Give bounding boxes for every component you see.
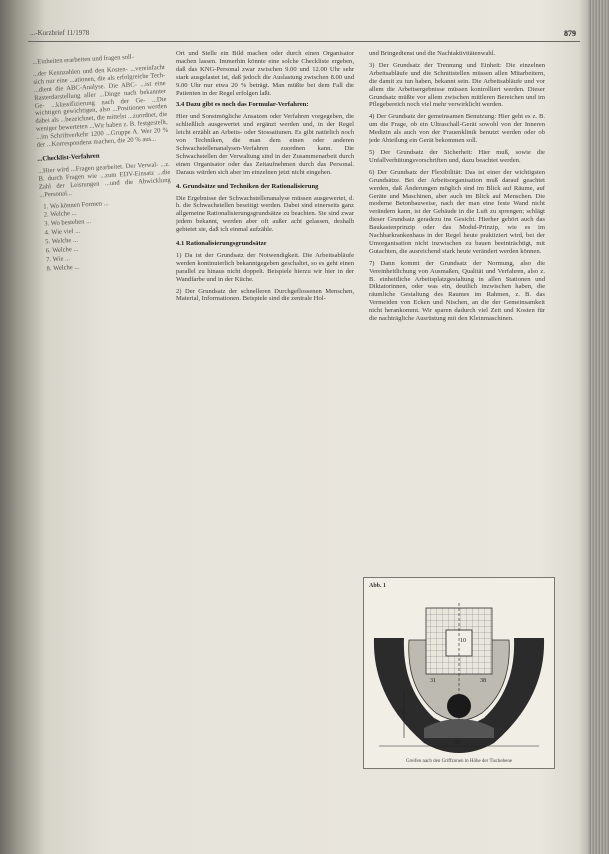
- section-heading-4-1: 4.1 Rationalisierungsgrundsätze: [176, 240, 267, 248]
- figure-caption: Greifen nach den Griffzonen in Höhe der Tischebene: [405, 759, 513, 764]
- col3-paragraph-1: und Bringedienst und die Nachtaktivitätenwahl.: [369, 50, 496, 57]
- list-item: 5. Welche ...: [52, 232, 174, 246]
- column-right: [369, 50, 545, 327]
- figure-reach-zones: [363, 577, 555, 769]
- col2-paragraph-3: Die Ergebnisse der Schwachstellenanalyse müssen ausgewertet, d. h. die Schwachstellen beseitigt werden. Dabei sind einerseits ganz allgemeine Rationalisierungsgrundsätze zu beachten. Sie sind zwar jedem bekannt, werden aber oft außer acht gelassen, deshalb gebietet sie, daß ich einmal aufzähle.: [176, 194, 354, 234]
- column-middle: [176, 50, 354, 307]
- col3-paragraph-4: 5) Der Grundsatz der Sicherheit: Hier muß, sowie die Unfallverhütungsvorschriften und, dazu beachtet werden.: [369, 148, 545, 164]
- col3-paragraph-6: 7) Dann kommt der Grundsatz der Normung, also die Vereinheitlichung von Ausmaßen, Qualität und Verfahren, also z. B. einheitliche Arbeitsplatzgestaltung in allen Stationen und Diktatorinnen, oder was ein, deutlich inzwischen haben, die räumliche Gestaltung des Raumes im Rahmen, z. B. das Vermeiden von Ecken und Nischen, an die der Gemeinsamkeit nicht herankommt. Wir sparen dadurch viel Zeit und Kosten für die nachträgliche Ausrüstung mit den Kleinmaschinen.: [369, 259, 545, 323]
- header-rule: [28, 41, 580, 42]
- col3-paragraph-3: 4) Der Grundsatz der gemeinsamen Benutzung: Hier geht es z. B. um die Frage, ob ein Ultraschall-Gerät sowohl von der Inneren Medizin als auch von der Frauenklinik benutzt werden oder ob jede Abteilung ein Gerät bekommen soll.: [369, 113, 545, 145]
- list-item: 7. Wie ...: [53, 250, 175, 264]
- dimension-label: 10: [460, 638, 466, 644]
- col2-subheading-formular: 3.4 Dazu gibt es noch das Formular-Verfahren:: [176, 101, 309, 109]
- dimension-label: 31: [430, 678, 436, 684]
- col3-paragraph-2: 3) Der Grundsatz der Trennung und Einheit: Die einzelnen Arbeitsabläufe und die Schnittstellen müssen allen Mitarbeitern, die damit zu tun haben, bekannt sein. Die Arbeitsabläufe und vor allem die Arbeitsergebnisse müssen kontrolliert werden. Dieser Grundsatz müßte vor allem zwischen mittleren Bereichen und im Pflegebereich noch viel mehr verwirklicht werden.: [369, 61, 545, 109]
- figure-label: Abb. 1: [369, 583, 387, 589]
- col1-question-list: [40, 196, 175, 273]
- col1-paragraph-1: ...Einheiten erarbeiten und fragen soll-: [32, 53, 135, 66]
- page-number: 879: [564, 29, 576, 38]
- list-item: 4. Wie viel ...: [51, 223, 173, 237]
- col3-paragraph-5: 6) Der Grundsatz der Flexibilität: Das ist einer der wichtigsten Grundsätze. Bei der Arbeitsorganisation muß darauf geachtet werden, daß Änderungen möglich sind im Blick auf Räume, auf Geräte und Maschinen, aber auch im Blick auf Menschen. Die moderne Betonbauweise, nach der man eine feste Wand nicht verändern kann, ist der Gebäude in die Luft zu sprengen; schlägt dieser Grundsatz geradezu ins Gesicht. Hierher gehört auch das Baukastenprinzip oder das Modul-Prinzip, wie es im Nachbarkrankenhaus in der Regel heute praktiziert wird, bei der Umorganisation nicht inzwischen zu bauen beeinträchtigt, mit Gutachten, die ausreichend stark heute verändert werden können.: [369, 168, 545, 255]
- col2-paragraph-5: 2) Der Grundsatz der schnelleren Durchgeflossenen Menschen, Material, Informationen. Beispiele sind die zentrale Hol-: [176, 287, 354, 303]
- col1-heading: ...Checklist-Verfahren: [37, 152, 100, 163]
- worker-head: [447, 694, 471, 718]
- list-item: 3. Wo bestehen ...: [51, 214, 173, 228]
- col1-paragraph-2: ...der Kennzahlen und den Kosten- ...vereinfacht sich nur eine ...ationen, die als erfolgreiche Tech- ...dient die ABC-Analyse. Die ABC- ...ist eine Rasterdarstellung aller ...Dinge nach bekannter Ge- ...klassifizierung nach der Ge- ...Die wichtigen gewichtigen, also ...Positionen werden dabei als ...bezeichnet, die mittelst ...zuordnet, die weniger bewerteten ...Wir haben z. B. festgestellt, ...im Schriftverkehr 1200 ...Gruppe A. Wer 20 % der ...Korrespondenz machen, die 20 % aus...: [32, 63, 169, 149]
- running-header: [30, 29, 580, 41]
- dimension-label: 50: [454, 740, 460, 746]
- col2-paragraph-2: Hier und Sonstmögliche Ansatzen oder Verfahren vorgegeben, die schließlich ausgewertet und ergänzt werden und, in der Regel leicht erzählt an Arbeits- oder Stossatiunen. Es gibt natürlich noch von Techniken, die man dem einen oder anderen Schwachstellenanalysen-Verfahren zuordnen kann. Die Schwachstellen der Verwaltung sind in der Zusammenarbeit durch einen Organisator oder das Zeitaufnehmen durch das Personal. Daraus würden sich aber im einzelnen jetzt nicht eingehen.: [176, 113, 354, 176]
- col2-paragraph-1: Ort und Stelle ein Bild machen oder durch einen Organisator machen lassen. Immerhin könnte eine solche Checkliste ergeben, daß das KNG-Personal zwar zwischen 9.00 und 12.00 Uhr sehr stark ausgelastet ist, daß jedoch die Auslastung zwischen 8.00 und 9.00 Uhr nur etwa 20 % beträgt. Man müßte bei dem Fall die Patienten in der Regel erfolgen laßt.: [176, 50, 354, 97]
- running-header-title: ...-Kurzbrief 11/1978: [30, 29, 90, 37]
- dimension-label: 15: [397, 710, 403, 716]
- list-item: 6. Welche ...: [52, 241, 174, 255]
- book-page-edges: [588, 0, 609, 854]
- col2-paragraph-4: 1) Da ist der Grundsatz der Notwendigkeit. Die Arbeitsabläufe werden kontinuierlich bekanntgegeben geschaltet, so es geht einen parallel zu hinaus nicht doppelt. Beispiele hierzu wir hier in der Wandfarbe und in der Küche.: [176, 251, 354, 283]
- list-item: 1. Wo können Formen ...: [50, 196, 172, 210]
- section-heading-4: 4. Grundsätze und Techniken der Rationalisierung: [176, 182, 319, 190]
- dimension-label: 38: [480, 678, 486, 684]
- list-item: 8. Welche ...: [53, 259, 175, 273]
- list-item: 2. Welche ...: [50, 205, 172, 219]
- col1-paragraph-3: ...Hier wird ...Fragen gearbeitet. Der Verwal- ...z. B. durch Fragen wie ...zum EDV-Einsatz ...die Zahl der Leistungen ...und die Abwicklung ...Personal...: [37, 160, 171, 199]
